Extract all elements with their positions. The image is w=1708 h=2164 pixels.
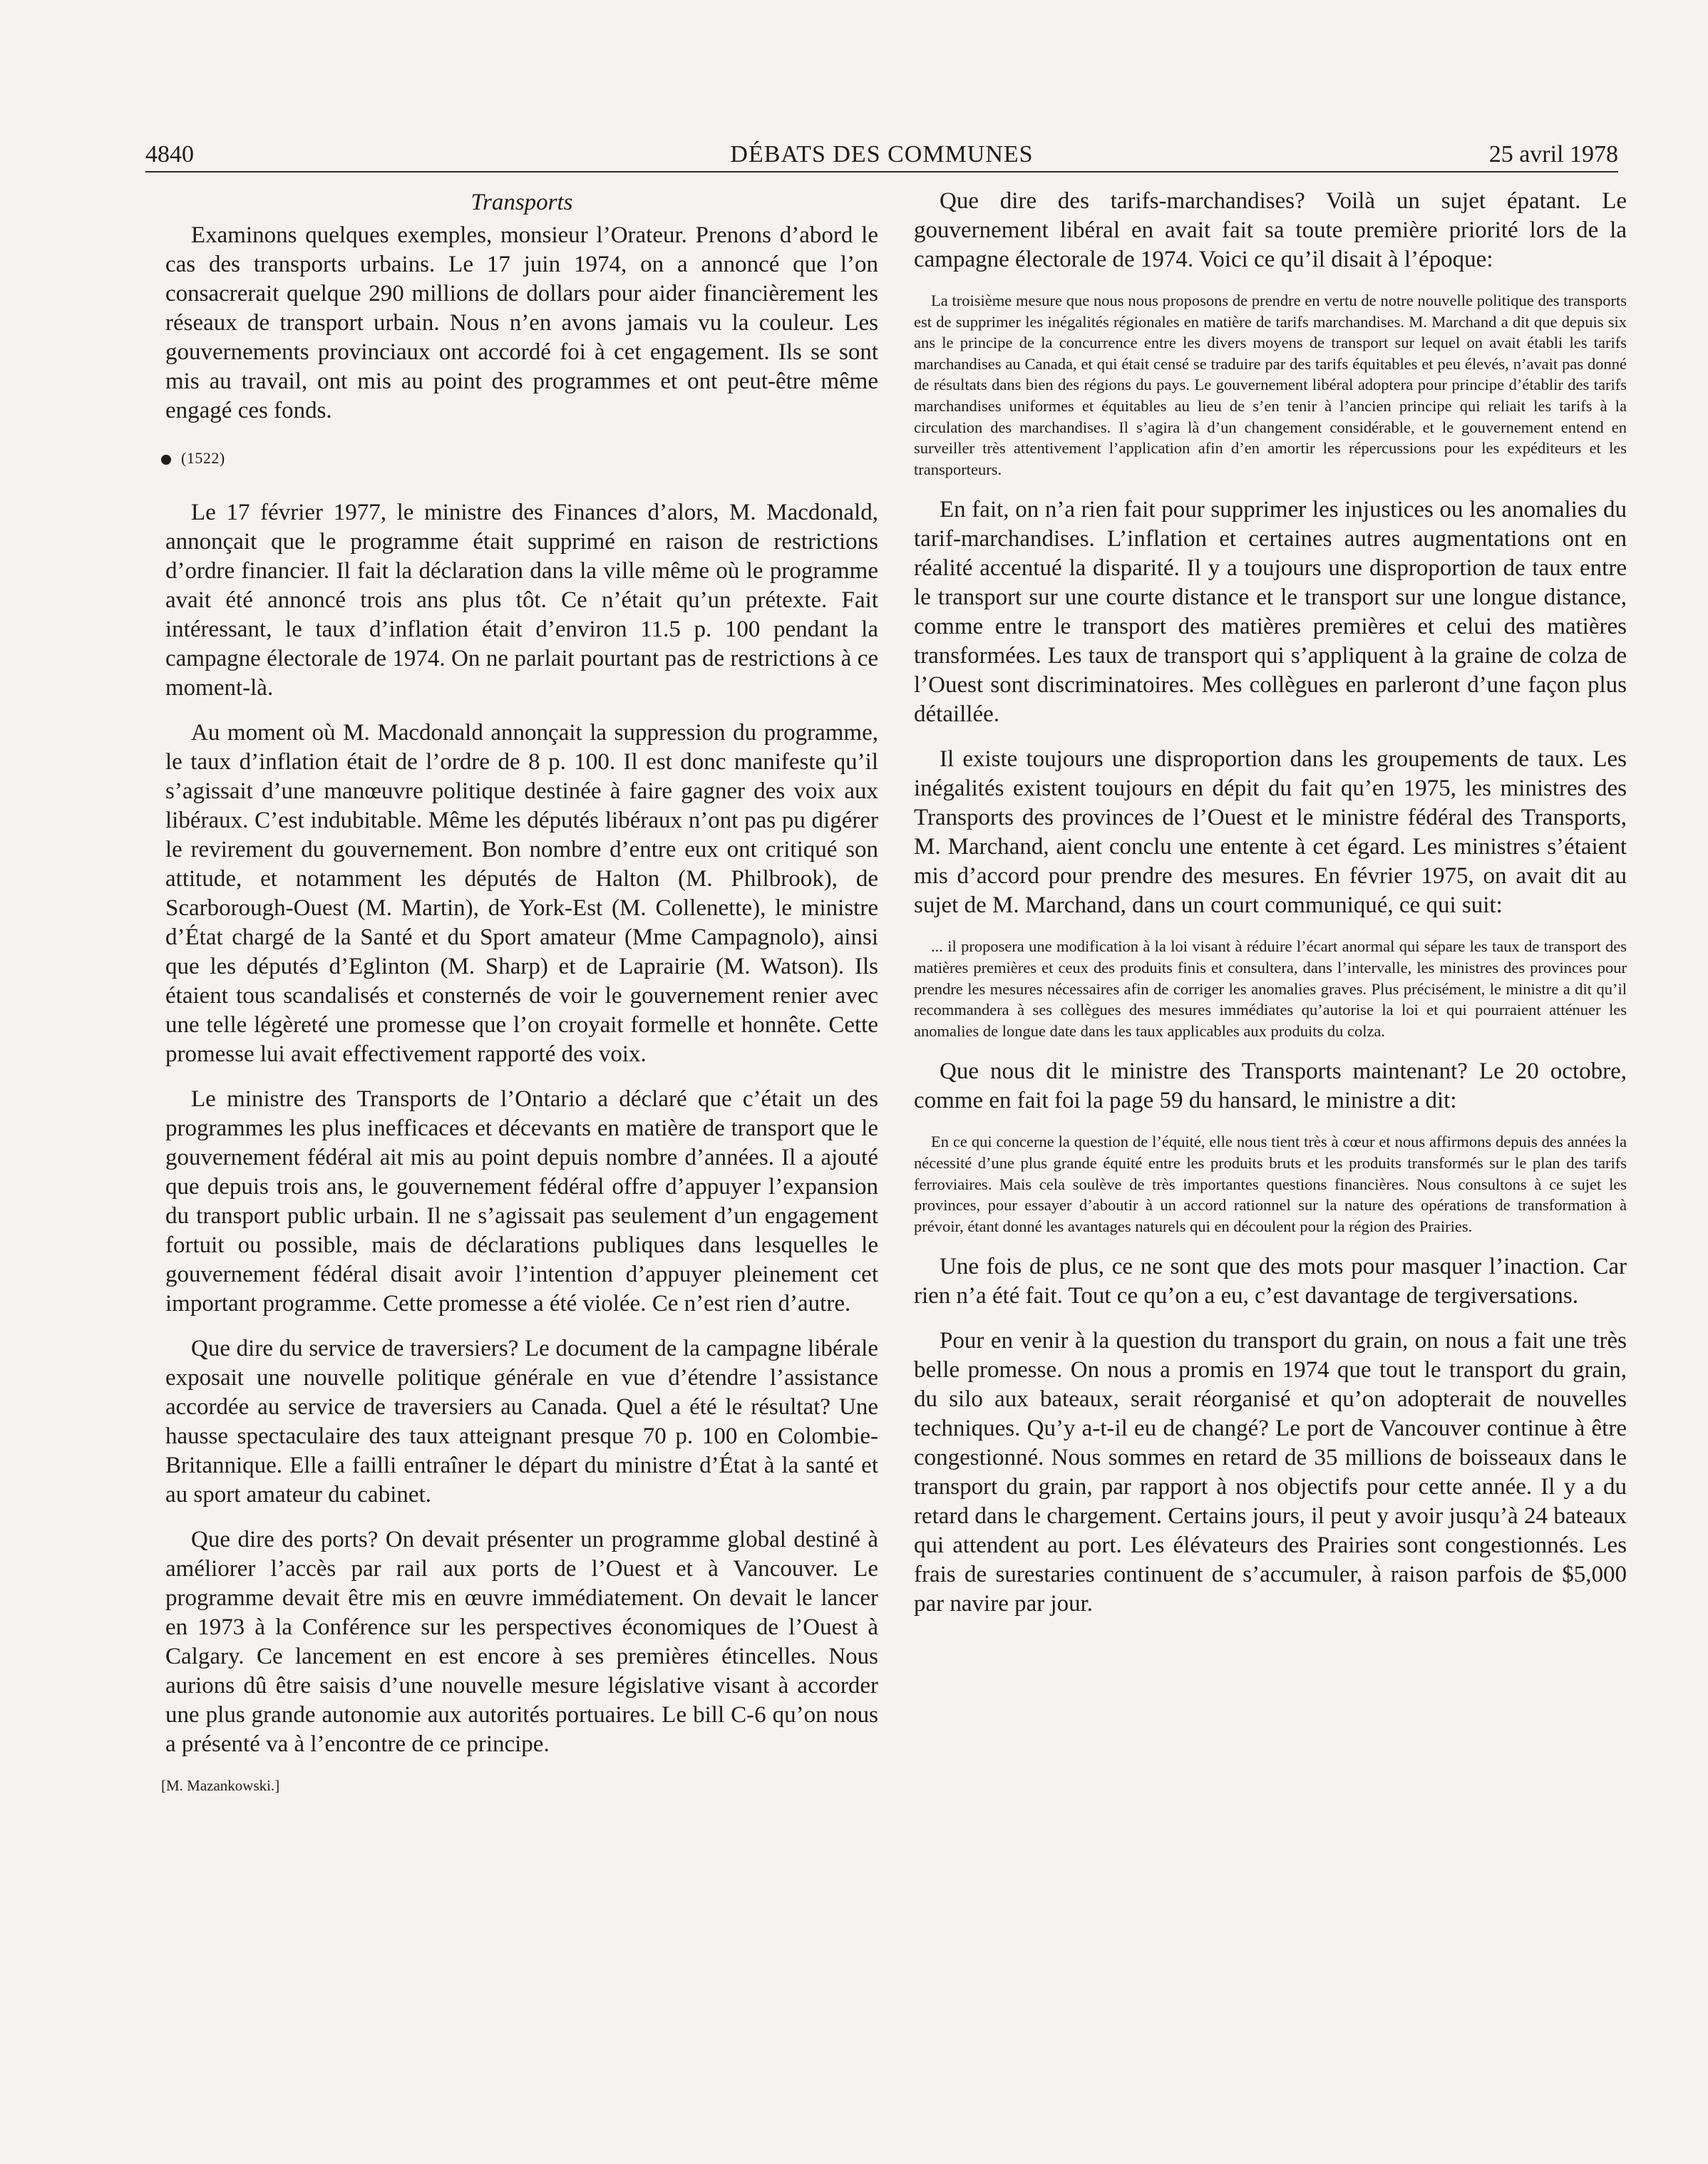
- publication-title: DÉBATS DES COMMUNES: [730, 141, 1034, 168]
- paragraph: Le 17 février 1977, le ministre des Finances d’alors, M. Macdonald, annonçait que le programme était supprimé en raison de restrictions d’ordre financier. Il fait la déclaration dans la ville même où le programme avait été annoncé trois ans plus tôt. Ce n’était qu’un prétexte. Fait intéressant, le taux d’inflation était d’environ 11.5 p. 100 pendant la campagne électorale de 1974. On ne parlait pourtant pas de restrictions à ce moment-là.: [165, 500, 878, 701]
- time-marker-label: (1522): [181, 449, 225, 467]
- header-rule: [145, 171, 1618, 172]
- paragraph: Pour en venir à la question du transport du grain, on nous a fait une très belle promesse. On nous a promis en 1974 que tout le transport du grain, du silo aux bateaux, serait réorganisé et qu’on adopterait de nouvelles techniques. Qu’y a-t-il eu de changé? Le port de Vancouver continue à être congestionné. Nous sommes en retard de 35 millions de boisseaux dans le transport du grain, par rapport à nos objectifs pour cette année. Il y a du retard dans le chargement. Certains jours, il peut y avoir jusqu’à 24 bateaux qui attendent au port. Les élévateurs des Prairies sont congestionnés. Les frais de surestaries continuent de s’accumuler, à raison parfois de $5,000 par navire par jour.: [914, 1328, 1627, 1617]
- speaker-attribution: [M. Mazankowski.]: [161, 1777, 280, 1794]
- left-column: [161, 187, 878, 1796]
- paragraph: Que dire du service de traversiers? Le document de la campagne libérale exposait une nouvelle politique générale en vue d’étendre l’assistance accordée au service de traversiers au Canada. Quel a été le résultat? Une hausse spectaculaire des taux atteignant presque 70 p. 100 en Colombie-Britannique. Elle a failli entraîner le départ du ministre d’État à la santé et au sport amateur du cabinet.: [165, 1336, 878, 1508]
- bullet-icon: [161, 455, 171, 465]
- page-number: 4840: [145, 141, 194, 168]
- page-date: 25 avril 1978: [1488, 141, 1618, 168]
- time-marker: [161, 444, 878, 473]
- paragraph: Que dire des ports? On devait présenter un programme global destiné à améliorer l’accès par rail aux ports de l’Ouest et à Vancouver. Le programme devait être mis en œuvre immédiatement. On devait le lancer en 1973 à la Conférence sur les perspectives économiques de l’Ouest à Calgary. Ce lancement en est encore à ses premières étincelles. Nous aurions dû être saisis d’une nouvelle mesure législative visant à accorder une plus grande autonomie aux autorités portuaires. Le bill C-6 qu’on nous a présenté va à l’encontre de ce principe.: [165, 1527, 878, 1757]
- block-quote: La troisième mesure que nous nous proposons de prendre en vertu de notre nouvelle politique des transports est de supprimer les inégalités régionales en matière de tarifs marchandises. M. Marchand a dit que depuis six ans le principe de la concurrence entre les divers moyens de transport sur lequel on avait établi les tarifs marchandises au Canada, et qui était censé se traduire par des tarifs équitables et peu élevés, n’avait pas donné de résultats dans bien des régions du pays. Le gouvernement libéral adoptera pour principe d’établir des tarifs marchandises uniformes et équitables au lieu de s’en tenir à l’ancien principe qui reliait les tarifs à la circulation des marchandises. Il s’agira là d’un changement considérable, et le gouvernement entend en surveiller très attentivement l’application afin d’en amortir les répercussions pour les expéditeurs et les transporteurs.: [914, 292, 1627, 478]
- paragraph: En fait, on n’a rien fait pour supprimer les injustices ou les anomalies du tarif-marchandises. L’inflation et certaines autres augmentations ont en réalité accentué la disparité. Il y a toujours une disproportion de taux entre le transport sur une courte distance et le transport sur une longue distance, comme entre le transport des matières premières et celui des matières transformées. Les taux de transport qui s’appliquent à la graine de colza de l’Ouest sont discriminatoires. Mes collègues en parleront d’une façon plus détaillée.: [914, 497, 1627, 728]
- paragraph: Le ministre des Transports de l’Ontario a déclaré que c’était un des programmes les plus inefficaces et décevants en matière de transport que le gouvernement fédéral ait mis au point depuis nombre d’années. Il a ajouté que depuis trois ans, le gouvernement fédéral offre d’appuyer l’expansion du transport public urbain. Il ne s’agissait pas seulement d’un engagement fortuit ou possible, mais de déclarations publiques dans lesquelles le gouvernement fédéral disait avoir l’intention d’appuyer pleinement cet important programme. Cette promesse a été violée. Ce n’est rien d’autre.: [165, 1086, 878, 1317]
- block-quote: ... il proposera une modification à la loi visant à réduire l’écart anormal qui sépare les taux de transport des matières premières et ceux des produits finis et consultera, dans l’intervalle, les ministres des provinces pour prendre les mesures nécessaires afin de corriger les anomalies graves. Plus précisément, le ministre a dit qu’il recommandera à ses collègues des mesures immédiates qu’autorise la loi et qui pourraient atténuer les anomalies de longue date dans les taux applicables aux produits du colza.: [914, 937, 1627, 1040]
- paragraph: Que nous dit le ministre des Transports maintenant? Le 20 octobre, comme en fait foi la page 59 du hansard, le ministre a dit:: [914, 1058, 1627, 1114]
- section-title: Transports: [470, 190, 573, 215]
- block-quote: En ce qui concerne la question de l’équité, elle nous tient très à cœur et nous affirmons depuis des années la nécessité d’une plus grande équité entre les produits bruts et les produits transformés sur le plan des tarifs ferroviaires. Mais cela soulève de très importantes questions financières. Nous consultons à ce sujet les provinces, pour essayer d’aboutir à un accord rationnel sur la nature des opérations de transformation à prévoir, étant donné les avantages naturels qui en découlent pour la région des Prairies.: [914, 1133, 1627, 1235]
- right-column: [914, 187, 1627, 1634]
- paragraph: Au moment où M. Macdonald annonçait la suppression du programme, le taux d’inflation était de l’ordre de 8 p. 100. Il est donc manifeste qu’il s’agissait d’une manœuvre politique destinée à faire gagner des voix aux libéraux. C’est indubitable. Même les députés libéraux n’ont pas pu digérer le revirement du gouvernement. Bon nombre d’entre eux ont critiqué son attitude, et notamment les députés de Halton (M. Philbrook), de Scarborough-Ouest (M. Martin), de York-Est (M. Collenette), le ministre d’État chargé de la Santé et du Sport amateur (Mme Campagnolo), ainsi que les députés d’Eglinton (M. Sharp) et de Laprairie (M. Watson). Ils étaient tous scandalisés et consternés de voir le gouvernement renier avec une telle légèreté une promesse que l’on croyait formelle et honnête. Cette promesse lui avait effectivement rapporté des voix.: [165, 720, 878, 1067]
- paragraph: Examinons quelques exemples, monsieur l’Orateur. Prenons d’abord le cas des transports urbains. Le 17 juin 1974, on a annoncé que l’on consacrerait quelque 290 millions de dollars pour aider financièrement les réseaux de transport urbain. Nous n’en avons jamais vu la couleur. Les gouvernements provinciaux ont accordé foi à cet engagement. Ils se sont mis au travail, ont mis au point des programmes et ont peut-être même engagé ces fonds.: [165, 222, 878, 423]
- paragraph: Que dire des tarifs-marchandises? Voilà un sujet épatant. Le gouvernement libéral en avait fait sa toute première priorité lors de la campagne électorale de 1974. Voici ce qu’il disait à l’époque:: [914, 188, 1627, 272]
- page-header: [145, 137, 1618, 172]
- paragraph: Il existe toujours une disproportion dans les groupements de taux. Les inégalités existent toujours en dépit du fait qu’en 1975, les ministres des Transports des provinces de l’Ouest et le ministre fédéral des Transports, M. Marchand, aient conclu une entente à cet égard. Les ministres s’étaient mis d’accord pour prendre des mesures. En février 1975, on avait dit au sujet de M. Marchand, dans un court communiqué, ce qui suit:: [914, 746, 1627, 919]
- paragraph: Une fois de plus, ce ne sont que des mots pour masquer l’inaction. Car rien n’a été fait. Tout ce qu’on a eu, c’est davantage de tergiversations.: [914, 1254, 1627, 1309]
